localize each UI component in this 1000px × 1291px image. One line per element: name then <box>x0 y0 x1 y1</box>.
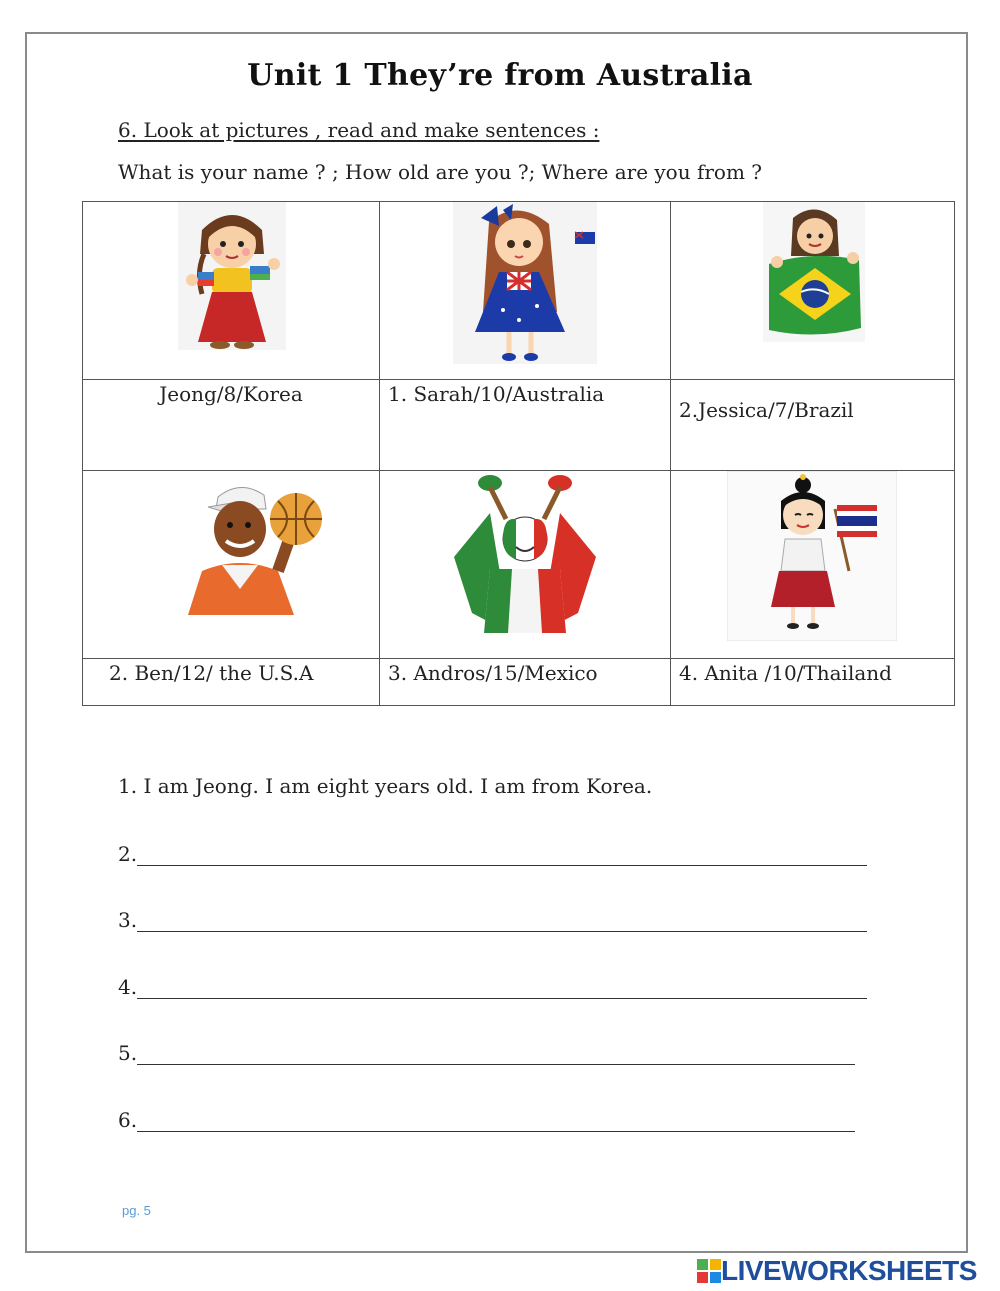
cell-label: 2. Ben/12/ the U.S.A <box>109 661 314 685</box>
picture-cell <box>83 202 380 380</box>
brazil-girl-icon <box>763 202 865 342</box>
answer-input[interactable] <box>137 845 867 866</box>
questions-text: What is your name ? ; How old are you ?; Where are you from ? <box>118 160 763 184</box>
cell-label: 2.Jessica/7/Brazil <box>679 398 854 422</box>
answer-number: 6. <box>118 1108 138 1132</box>
answer-number: 2. <box>118 842 138 866</box>
name-cell-jessica <box>671 380 955 471</box>
picture-cell <box>380 471 671 659</box>
thai-girl-icon <box>727 471 897 641</box>
liveworksheets-logo[interactable] <box>697 1256 977 1286</box>
basketball-boy-icon <box>178 479 326 619</box>
answer-number: 3. <box>118 908 138 932</box>
picture-cell <box>83 471 380 659</box>
instruction-text: 6. Look at pictures , read and make sentences : <box>118 118 600 142</box>
mexico-fan-icon <box>450 473 600 639</box>
name-cell-andros <box>380 659 671 706</box>
picture-cell <box>380 202 671 380</box>
cell-label: 4. Anita /10/Thailand <box>679 661 892 685</box>
worksheet-title: Unit 1 They’re from Australia <box>247 58 753 93</box>
answer-input[interactable] <box>137 978 867 999</box>
australian-girl-icon <box>453 202 597 364</box>
answer-line <box>118 908 867 932</box>
picture-cell <box>671 202 955 380</box>
picture-cell <box>671 471 955 659</box>
example-sentence: 1. I am Jeong. I am eight years old. I am from Korea. <box>118 774 653 798</box>
cell-label: Jeong/8/Korea <box>159 382 303 406</box>
picture-grid <box>82 201 955 706</box>
answer-line <box>118 842 867 866</box>
name-cell-anita <box>671 659 955 706</box>
name-cell-ben <box>83 659 380 706</box>
liveworksheets-logo-icon <box>697 1259 721 1283</box>
answer-input[interactable] <box>137 1111 855 1132</box>
korean-girl-icon <box>178 202 286 350</box>
answer-input[interactable] <box>137 1044 855 1065</box>
answer-line <box>118 1108 855 1132</box>
cell-label: 3. Andros/15/Mexico <box>388 661 598 685</box>
page-number: pg. 5 <box>122 1203 151 1218</box>
answer-number: 4. <box>118 975 138 999</box>
name-cell-sarah <box>380 380 671 471</box>
answer-input[interactable] <box>137 911 867 932</box>
answer-line <box>118 1041 855 1065</box>
name-cell-jeong <box>83 380 380 471</box>
cell-label: 1. Sarah/10/Australia <box>388 382 605 406</box>
answer-number: 5. <box>118 1041 138 1065</box>
answer-line <box>118 975 867 999</box>
logo-text: LIVEWORKSHEETS <box>721 1255 977 1286</box>
